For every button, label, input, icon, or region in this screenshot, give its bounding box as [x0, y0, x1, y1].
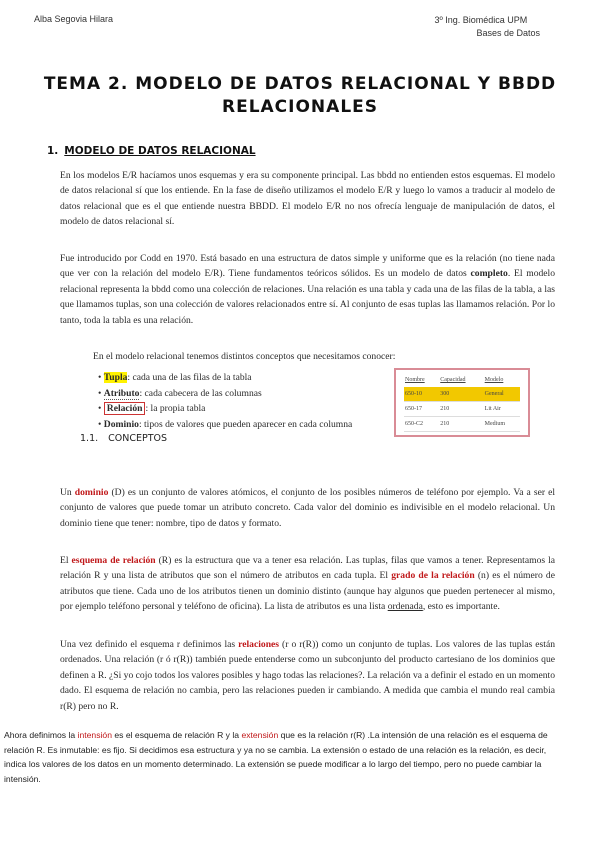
concept-term-dominio: Dominio [103, 418, 139, 430]
table-row [404, 387, 520, 402]
p4-post: , esto es importante. [422, 601, 500, 613]
p4-pre: El [60, 555, 72, 566]
section-heading [47, 145, 256, 157]
paragraph-dominio [60, 485, 555, 531]
foot-c: que es la relación r(R) .La intensión de una relación es el esquema de relación R. Es inmutable: es fijo. Si decidimos esa estructura y ya no se cambia. La extensión o estado de una relación es la relación, es decir, indica los valores de los datos en un momento determinado. La extensión se puede modificar a lo largo del tiempo, pero no puede cambiar la intensión. [4, 730, 548, 784]
concepts-list [98, 370, 368, 432]
list-item: • Dominio: tipos de valores que pueden aparecer en cada columna [98, 418, 353, 430]
subsection-heading [80, 433, 167, 444]
paragraph-intension-extension [4, 728, 564, 786]
concept-desc: : la propia tabla [145, 403, 206, 414]
concepts-intro: En el modelo relacional tenemos distintos conceptos que necesitamos conocer: [93, 351, 396, 362]
table-row [404, 402, 520, 417]
foot-a: Ahora definimos la [4, 730, 78, 740]
paragraph-codd [60, 251, 555, 328]
subsection-title: CONCEPTOS [108, 433, 168, 444]
title-line-1: TEMA 2. MODELO DE DATOS RELACIONAL Y BBDD [43, 74, 557, 94]
foot-b: es el esquema de relación R y la [111, 730, 242, 740]
table-header: Capacidad [440, 377, 466, 383]
paragraph-esquema [60, 553, 555, 615]
table-cell: 210 [439, 402, 483, 417]
table-cell: General [484, 387, 520, 402]
list-item: • Relación : la propia tabla [98, 403, 206, 414]
term-dominio: dominio [74, 487, 109, 498]
p2-text-b: . El modelo relacional representa la bbdd como una colección de relaciones. Una relación es una tabla y cada una de las filas de la tabla, a las que llamamos tuplas, son una colección de valores relacionados entre sí. Al conjunto de esas tuplas las llamamos relación. Por lo tanto, toda la tabla es una relación. [60, 268, 556, 326]
p2-bold: completo [470, 268, 508, 280]
table-cell: 650-17 [404, 402, 439, 417]
table-cell: 300 [439, 387, 483, 402]
p5-pre: Una vez definido el esquema r definimos las [60, 639, 239, 650]
header-subject: Bases de Datos [476, 28, 540, 38]
term-intension: intensión [77, 730, 112, 740]
concept-desc: : cada cabecera de las columnas [139, 387, 262, 399]
list-item: • Atributo: cada cabecera de las columnas [98, 387, 262, 399]
concept-term-atributo: Atributo [103, 387, 140, 399]
table-row [404, 417, 520, 432]
p3-pre: Un [60, 487, 75, 498]
term-extension: extensión [241, 730, 279, 740]
concept-term-tupla: Tupla [103, 372, 128, 383]
concept-term-relacion: Relación [104, 402, 146, 415]
header-course-block [434, 14, 540, 40]
p4-mid1: (R) es la estructura que va a tener esa relación. Las tuplas, filas que vamos a tener. Representamos la relación R y una lista de atributos que son el número de atributos en cada tupla. El [60, 555, 555, 582]
paragraph-relaciones [60, 637, 555, 714]
term-esquema: esquema de relación [71, 555, 156, 566]
paragraph-er-models: En los modelos E/R hacíamos unos esquemas y era su componente principal. Las bbdd no entienden estos esquemas. El modelo de datos relacional sí que los entiende. En la fase de diseño utilizamos el modelo E/R y luego lo vamos a traducir al modelo de datos relacional que es el que entiende nuestra BBDD. El modelo E/R no nos ofrecía lenguaje de manipulación de datos, el modelo de datos relacional sí. [60, 170, 555, 228]
term-ordenada: ordenada [387, 601, 423, 613]
concept-desc: : cada una de las filas de la tabla [127, 372, 252, 383]
table-cell: 650-C2 [404, 417, 439, 432]
example-table [394, 368, 530, 437]
p2-text-a: Fue introducido por Codd en 1970. Está basado en una estructura de datos simple y uniforme que es la relación (no tiene nada que ver con la relación del modelo E/R). Tiene fundamentos teóricos sólidos. Es un modelo de datos [60, 253, 555, 280]
page-title [40, 73, 560, 119]
p3-post: (D) es un conjunto de valores atómicos, el conjunto de los posibles números de teléfono por ejemplo. Va a ser el conjunto de valores que puede tomar un atributo concreto. Cada valor del dominio es indivisible en el modelo relacional. Un dominio tiene que tener: nombre, tipo de datos y formato. [60, 487, 555, 529]
table-header: Nombre [405, 377, 425, 383]
table-header: Modelo [484, 377, 504, 383]
section-title: MODELO DE DATOS RELACIONAL [64, 145, 256, 157]
p4-mid2: (n) es el número de atributos que tiene. Cada uno de los atributos tienen un dominio distinto (aunque hay algunos que pueden pertenecer al mismo, por ejemplo teléfono personal y teléfono de oficina). La lista de atributos es una lista [60, 570, 555, 613]
p5-post: (r o r(R)) como un conjunto de tuplas. Los valores de las tuplas están ordenados. Una relación (r ó r(R)) también puede entenderse como un subconjunto del producto cartesiano de los dominios que definen a R. ¿Si yo cojo todos los valores posibles y hago todas las relaciones?. La relación va a definir el estado en un momento dado. El esquema de relación no cambia, pero las relaciones pueden ir cambiando. A medida que cambia el mundo real cambia r(R) pero no R. [60, 639, 556, 712]
concept-desc: : tipos de valores que pueden aparecer en cada columna [138, 418, 353, 430]
table-cell: Medium [484, 417, 520, 432]
list-item: • Tupla: cada una de las filas de la tabla [98, 372, 252, 383]
header-author: Alba Segovia Hilara [34, 14, 114, 24]
section-number: 1. [47, 145, 59, 157]
table-cell: 210 [439, 417, 483, 432]
term-grado: grado de la relación [391, 570, 475, 582]
table-cell: Lit Air [484, 402, 520, 417]
table-cell: 650-10 [404, 387, 439, 402]
title-line-2: RELACIONALES [221, 97, 379, 117]
subsection-number: 1.1. [80, 433, 99, 444]
term-relaciones: relaciones [238, 639, 280, 650]
header-course: 3º Ing. Biomédica UPM [434, 15, 528, 25]
